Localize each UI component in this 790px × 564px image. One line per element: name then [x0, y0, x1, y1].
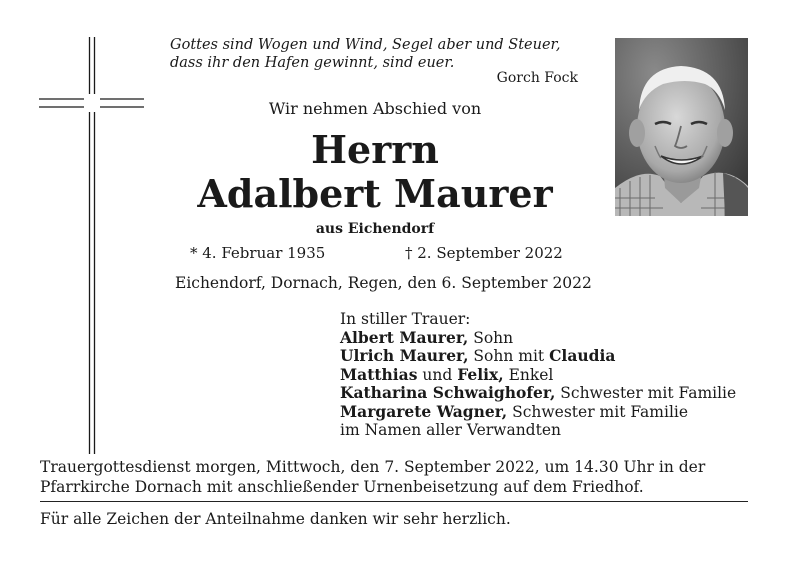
- mourner-line: [340, 403, 760, 422]
- salutation: Herrn: [311, 127, 439, 172]
- thanks-line: Für alle Zeichen der Anteilnahme danken wir sehr herzlich.: [40, 510, 511, 528]
- mourner-line: [340, 347, 760, 366]
- service-line-1: Trauergottesdienst morgen, Mittwoch, den 7. September 2022, um 14.30 Uhr in der: [40, 458, 706, 476]
- mourner-relation: Schwester mit Familie: [507, 402, 689, 421]
- deceased-name: Adalbert Maurer: [197, 171, 553, 216]
- service-line-2: Pfarrkirche Dornach mit anschließender Urnenbeisetzung auf dem Friedhof.: [40, 477, 644, 496]
- cross-icon: [38, 36, 146, 456]
- funeral-service-notice: [40, 458, 760, 497]
- memorial-quote: [170, 36, 580, 72]
- mourner-relation: und: [417, 365, 458, 384]
- quote-line-1: Gottes sind Wogen und Wind, Segel aber und Steuer,: [170, 37, 561, 53]
- mourner-relation: Schwester mit Familie: [555, 384, 737, 402]
- mourner-relation: Sohn: [468, 328, 514, 347]
- mourner-name: Matthias: [340, 364, 418, 384]
- mourner-name: Claudia: [549, 346, 616, 365]
- portrait-photo: [615, 38, 748, 216]
- mourner-name: Ulrich Maurer,: [340, 346, 469, 365]
- mourners-block: [340, 310, 760, 440]
- mourner-name: Katharina Schwaighofer,: [340, 383, 556, 402]
- mourner-line: [340, 421, 760, 440]
- hometown: aus Eichendorf: [315, 221, 435, 237]
- quote-line-2: dass ihr den Hafen gewinnt, sind euer.: [170, 55, 455, 71]
- mourner-line: [340, 329, 760, 348]
- place-and-date: Eichendorf, Dornach, Regen, den 6. September 2022: [175, 274, 592, 292]
- mourner-name: Albert Maurer,: [340, 327, 469, 347]
- mourners-heading: In stiller Trauer:: [340, 310, 471, 328]
- mourner-line: [340, 384, 760, 403]
- mourner-name: Margarete Wagner,: [340, 401, 508, 421]
- death-date: † 2. September 2022: [405, 244, 563, 262]
- birth-date: * 4. Februar 1935: [190, 244, 326, 262]
- mourner-relation: im Namen aller Verwandten: [340, 421, 561, 439]
- quote-author: Gorch Fock: [496, 70, 578, 86]
- mourner-name: Felix,: [457, 364, 504, 384]
- mourner-relation: Sohn mit: [468, 347, 550, 365]
- mourners-list: [340, 329, 760, 440]
- farewell-line: Wir nehmen Abschied von: [268, 99, 482, 118]
- divider: [40, 501, 748, 502]
- mourner-relation: Enkel: [503, 365, 554, 384]
- mourner-line: [340, 366, 760, 385]
